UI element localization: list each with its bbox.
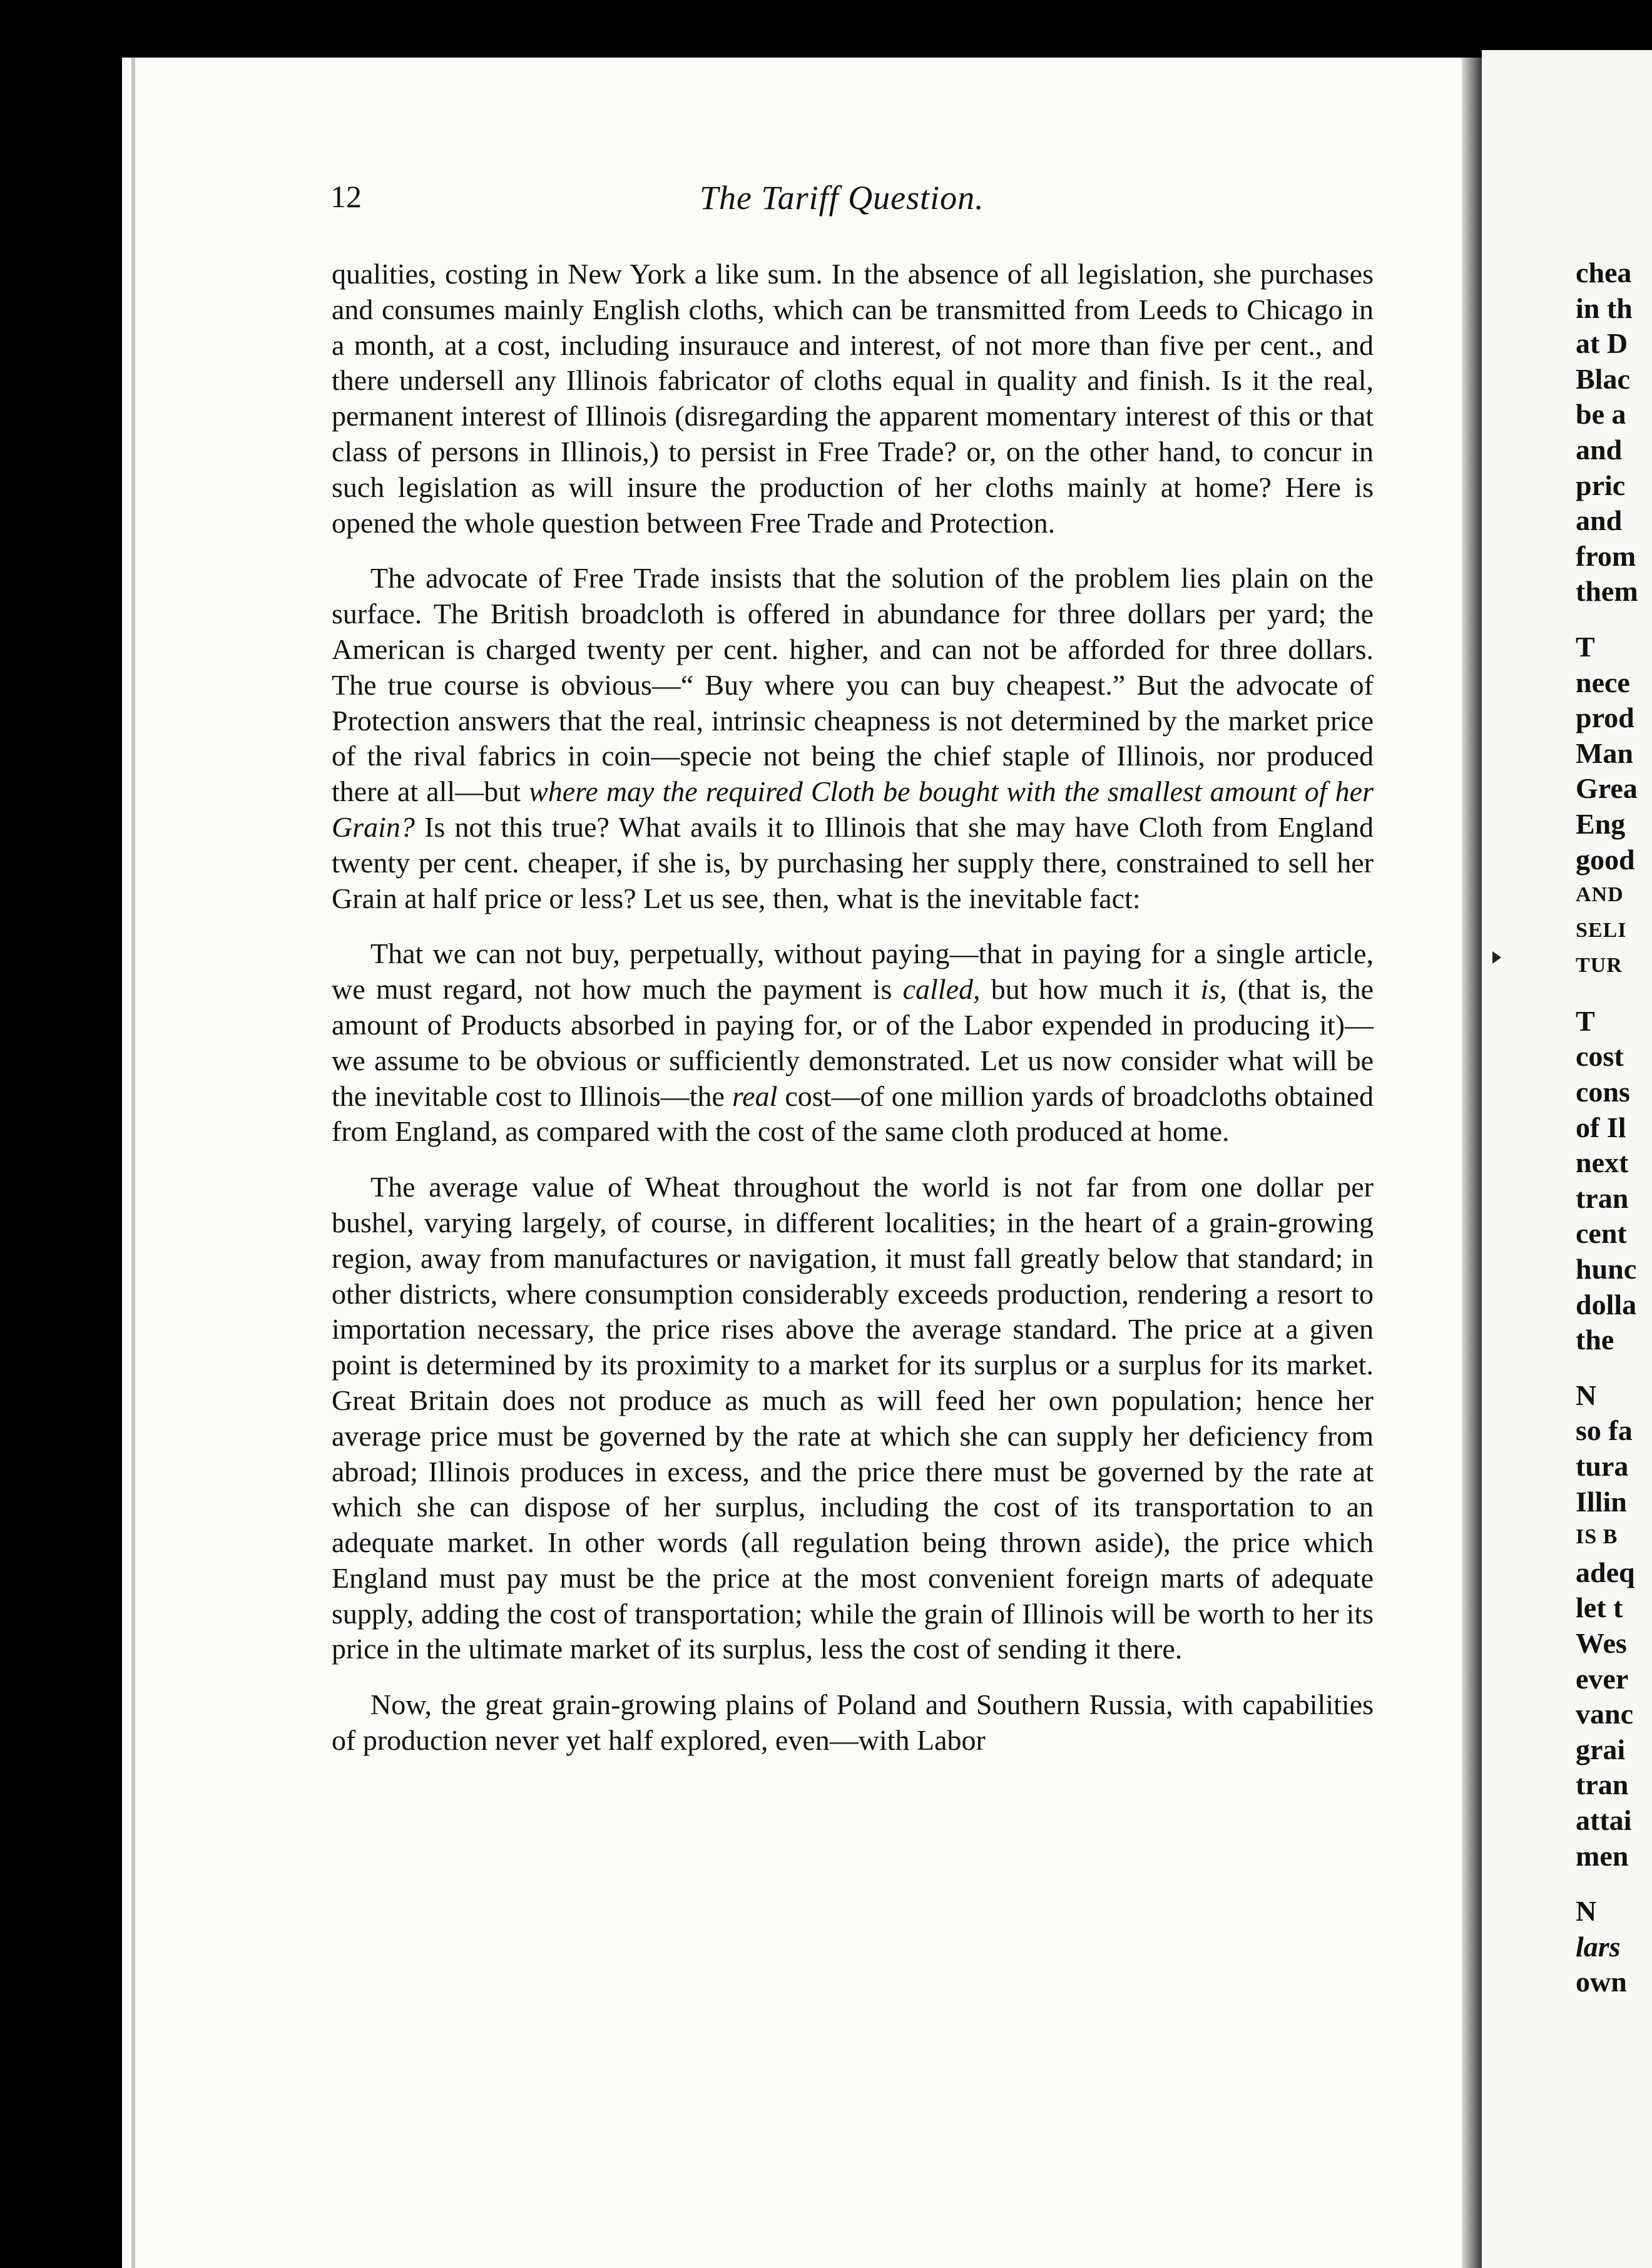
fragment-line: Grea — [1576, 772, 1638, 805]
fragment-line: AND — [1576, 883, 1624, 907]
fragment-line: cons — [1576, 1076, 1630, 1108]
paragraph-1: qualities, costing in New York a like sum. In the absence of all legislation, she purchases and consumes mainly English cloths, which can be transmitted from Leeds to Chicago in a month, at a cost, including insurauce and interest, of not more than five per cent., and there undersell any Illinois fabricator of cloths equal in quality and finish. Is it the real, permanent interest of Illinois (disregarding the apparent momentary interest of this or that class of persons in Illinois,) to persist in Free Trade? or, on the other hand, to concur in such legislation as will insure the production of her cloths mainly at home? Here is opened the whole question between Free Trade and Protection. — [332, 258, 1374, 539]
fragment-line: N — [1576, 1895, 1597, 1928]
running-head — [330, 178, 1357, 222]
body-text — [332, 257, 1374, 1779]
paragraph-gap — [1576, 610, 1652, 630]
fragment-line: from — [1576, 539, 1636, 572]
fragment-line: them — [1576, 575, 1638, 608]
fragment-line: grai — [1576, 1733, 1626, 1765]
gutter-shadow — [1462, 58, 1482, 2268]
fragment-line: T — [1576, 1004, 1595, 1037]
fragment-line: tran — [1576, 1182, 1629, 1214]
fragment-line: hunc — [1576, 1253, 1637, 1285]
fragment-line: be a — [1576, 398, 1626, 431]
fragment-line: ever — [1576, 1662, 1629, 1695]
paragraph-5: Now, the great grain-growing plains of Poland and Southern Russia, with capabilities of production never yet half explored, even—with Labor — [332, 1688, 1374, 1757]
fragment-line: chea — [1576, 257, 1632, 289]
italic-phrase: called, — [902, 973, 981, 1006]
fragment-line: let t — [1576, 1591, 1623, 1624]
fragment-line: nece — [1576, 666, 1630, 698]
fragment-line: T — [1576, 630, 1595, 663]
fragment-line: and — [1576, 504, 1623, 537]
running-title: The Tariff Question. — [700, 179, 984, 217]
fragment-line: good — [1576, 843, 1635, 876]
paragraph-gap — [1576, 1874, 1652, 1894]
fragment-line: dolla — [1576, 1288, 1637, 1320]
margin-arrow-icon — [1492, 951, 1501, 964]
fragment-line: adeq — [1576, 1556, 1635, 1588]
fragment-line: tura — [1576, 1450, 1629, 1482]
fragment-line: Illin — [1576, 1485, 1627, 1518]
fragment-line: vanc — [1576, 1698, 1633, 1730]
fragment-line: Blac — [1576, 362, 1630, 395]
fragment-line: pric — [1576, 469, 1626, 501]
fragment-line: tran — [1576, 1769, 1629, 1801]
page-number: 12 — [330, 179, 362, 214]
italic-phrase: real — [732, 1080, 778, 1112]
paragraph-4: The average value of Wheat throughout the world is not far from one dollar per bushel, varying largely, of course, in different localities; in the heart of a grain-growing region, away from manufactures or navigation, it must fall greatly below that standard; in other districts, where consumption considerably exceeds production, rendering a resort to importation necessary, the price rises above the average standard. The price at a given point is determined by its proximity to a market for its surplus or a surplus for its market. Great Britain does not produce as much as will feed her own population; hence her average price must be governed by the rate at which she can supply her deficiency from abroad; Illinois produces in excess, and the price there must be governed by the rate at which she can dispose of her surplus, including the cost of its transportation to an adequate market. In other words (all regulation being thrown aside), the price which England must pay must be the price at the most convenient foreign marts of adequate supply, adding the cost of transportation; while the grain of Illinois will be worth to her its price in the ultimate market of its surplus, less the cost of sending it there. — [332, 1171, 1374, 1665]
fragment-line: prod — [1576, 702, 1634, 734]
fragment-line: cost — [1576, 1040, 1624, 1073]
fragment-line: attai — [1576, 1804, 1632, 1836]
fragment-line: Man — [1576, 737, 1633, 769]
fragment-line: the — [1576, 1324, 1614, 1356]
fragment-line: N — [1576, 1379, 1597, 1411]
right-page-fragments — [1576, 255, 1652, 2000]
paragraph-gap — [1576, 1358, 1652, 1378]
paragraph-3: That we can not buy, perpetually, without paying—that in paying for a single article, we must regard, not how much the payment is called, but how much it is, (that is, the amount of Products absorbed in paying for, or of the Labor expended in producing it)—we assume to be obvious or sufficiently demonstrated. Let us now consider what will be the inevitable cost to Illinois—the real cost—of one million yards of broadcloths obtained from England, as compared with the cost of the same cloth produced at home. — [332, 937, 1374, 1148]
page-edge — [131, 58, 135, 2268]
fragment-line: SELI — [1576, 918, 1627, 942]
paragraph-2: The advocate of Free Trade insists that the solution of the problem lies plain on the surface. The British broadcloth is offered in abundance for three dollars per yard; the American is charged twenty per cent. higher, and can not be afforded for three dollars. The true course is obvious—“ Buy where you can buy cheapest.” But the advocate of Protection answers that the real, intrinsic cheapness is not determined by the market price of the rival fabrics in coin—specie not being the chief staple of Illinois, nor produced there at all—but where may the required Cloth be bought with the smallest amount of her Grain? Is not this true? What avails it to Illinois that she may have Cloth from England twenty per cent. cheaper, if she is, by purchasing her supply there, constrained to sell her Grain at half price or less? Let us see, then, what is the inevitable fact: — [332, 562, 1374, 914]
fragment-line: in th — [1576, 292, 1633, 324]
fragment-line: next — [1576, 1147, 1629, 1179]
fragment-line: IS B — [1576, 1525, 1618, 1549]
fragment-line: and — [1576, 433, 1623, 466]
fragment-line: Eng — [1576, 807, 1626, 840]
italic-phrase: where may the required Cloth be bought with the smallest amount of her Grain? — [332, 775, 1374, 843]
fragment-line: TUR — [1576, 954, 1623, 978]
fragment-line: men — [1576, 1839, 1629, 1872]
paragraph-gap — [1576, 984, 1652, 1004]
fragment-line: of Il — [1576, 1111, 1626, 1143]
italic-phrase: is, — [1200, 973, 1227, 1006]
fragment-line: Wes — [1576, 1627, 1627, 1659]
fragment-line: cent — [1576, 1217, 1627, 1250]
fragment-line: so fa — [1576, 1414, 1633, 1447]
fragment-line: own — [1576, 1966, 1627, 1998]
fragment-line: lars — [1576, 1930, 1621, 1963]
fragment-line: at D — [1576, 327, 1628, 360]
